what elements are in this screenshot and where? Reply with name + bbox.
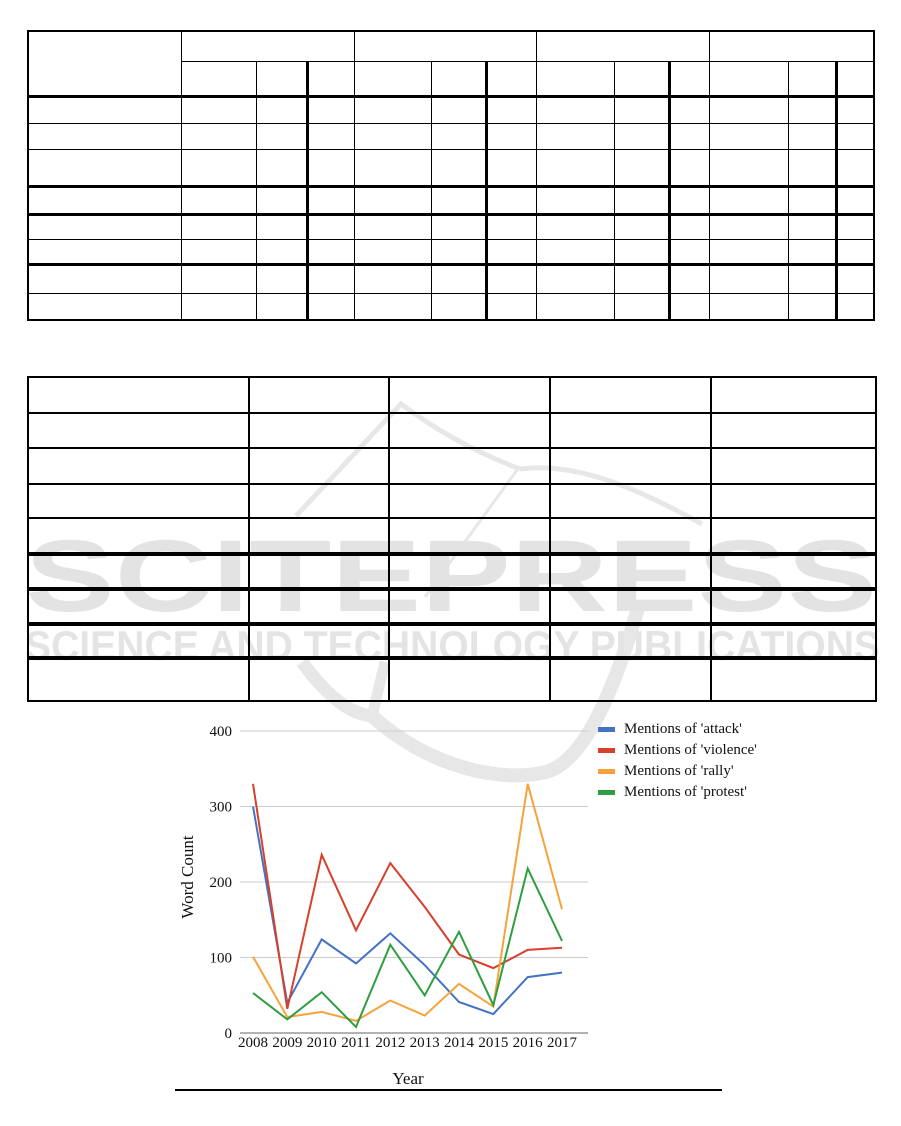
- table-cell: [181, 31, 354, 61]
- table-cell: [788, 123, 836, 149]
- legend-swatch-protest: [598, 790, 615, 795]
- table-cell: [836, 96, 874, 123]
- table-cell: [28, 186, 181, 214]
- table-cell: [256, 96, 307, 123]
- table-row: [28, 96, 874, 123]
- y-tick-label: 100: [209, 950, 232, 967]
- table-cell: [669, 149, 709, 186]
- table-cell: [431, 123, 486, 149]
- table-cell: [836, 214, 874, 239]
- table-cell: [307, 264, 354, 293]
- table-cell: [389, 377, 550, 413]
- table-cell: [28, 589, 249, 624]
- table-cell: [836, 61, 874, 96]
- table-cell: [249, 624, 389, 658]
- table-cell: [486, 96, 536, 123]
- table-cell: [354, 239, 431, 264]
- table-cell: [354, 149, 431, 186]
- table-cell: [836, 264, 874, 293]
- y-tick-label: 0: [224, 1026, 232, 1042]
- series-line-3: [253, 868, 562, 1027]
- table-cell: [256, 214, 307, 239]
- x-axis-title: Year: [392, 1069, 424, 1088]
- table-row: [28, 186, 874, 214]
- table-cell: [788, 239, 836, 264]
- table-row: [28, 624, 876, 658]
- table-cell: [536, 264, 614, 293]
- table-cell: [711, 377, 876, 413]
- table-cell: [28, 214, 181, 239]
- table-cell: [486, 214, 536, 239]
- table-cell: [669, 293, 709, 320]
- table-cell: [614, 61, 669, 96]
- table-cell: [307, 239, 354, 264]
- table-cell: [536, 96, 614, 123]
- table-cell: [307, 96, 354, 123]
- table-cell: [709, 214, 788, 239]
- table-cell: [486, 149, 536, 186]
- table-cell: [28, 554, 249, 589]
- table-cell: [181, 264, 256, 293]
- table-cell: [486, 61, 536, 96]
- table-cell: [28, 413, 249, 448]
- table-cell: [431, 96, 486, 123]
- y-tick-label: 300: [209, 799, 232, 816]
- x-tick-label: 2010: [306, 1035, 337, 1051]
- table-cell: [614, 293, 669, 320]
- table-cell: [711, 554, 876, 589]
- table-cell: [669, 123, 709, 149]
- x-tick-label: 2014: [443, 1035, 474, 1051]
- table-cell: [536, 239, 614, 264]
- table-cell: [389, 448, 550, 484]
- table-cell: [354, 186, 431, 214]
- table-cell: [28, 31, 181, 96]
- table-cell: [614, 149, 669, 186]
- table-cell: [389, 484, 550, 518]
- table-cell: [536, 31, 709, 61]
- table-cell: [28, 96, 181, 123]
- table-cell: [28, 448, 249, 484]
- table-cell: [249, 377, 389, 413]
- table-cell: [256, 61, 307, 96]
- table-cell: [614, 264, 669, 293]
- table-cell: [711, 518, 876, 554]
- table-cell: [709, 61, 788, 96]
- table-cell: [431, 214, 486, 239]
- table-cell: [389, 518, 550, 554]
- legend-item: [598, 761, 757, 782]
- legend-label: Mentions of 'attack': [624, 721, 742, 737]
- series-line-2: [253, 784, 562, 1021]
- table-cell: [307, 149, 354, 186]
- series-line-1: [253, 784, 562, 1009]
- table-cell: [709, 264, 788, 293]
- table-cell: [181, 186, 256, 214]
- y-tick-label: 400: [209, 724, 232, 740]
- table-cell: [788, 186, 836, 214]
- table-row: [28, 518, 876, 554]
- table-cell: [249, 554, 389, 589]
- table-cell: [354, 61, 431, 96]
- table-cell: [256, 293, 307, 320]
- x-tick-label: 2016: [512, 1035, 543, 1051]
- table-cell: [249, 589, 389, 624]
- table-cell: [256, 149, 307, 186]
- table-cell: [307, 293, 354, 320]
- table-row: [28, 377, 876, 413]
- table-cell: [389, 624, 550, 658]
- table-cell: [28, 518, 249, 554]
- table-row: [28, 149, 874, 186]
- table-cell: [431, 186, 486, 214]
- table-cell: [536, 214, 614, 239]
- table-cell: [431, 293, 486, 320]
- table-row: [28, 413, 876, 448]
- table-cell: [28, 149, 181, 186]
- table-cell: [550, 377, 711, 413]
- figure-separator-rule: [175, 1089, 722, 1091]
- x-tick-label: 2012: [375, 1035, 406, 1051]
- table-cell: [354, 214, 431, 239]
- table-cell: [669, 61, 709, 96]
- table-cell: [256, 264, 307, 293]
- table-cell: [486, 186, 536, 214]
- table-cell: [536, 123, 614, 149]
- table-cell: [28, 484, 249, 518]
- table-cell: [614, 186, 669, 214]
- table-cell: [389, 413, 550, 448]
- table-cell: [486, 293, 536, 320]
- table-cell: [709, 149, 788, 186]
- table-cell: [181, 149, 256, 186]
- table-cell: [307, 186, 354, 214]
- table-cell: [550, 589, 711, 624]
- x-tick-label: 2015: [478, 1035, 509, 1051]
- table-cell: [256, 186, 307, 214]
- legend-label: Mentions of 'violence': [624, 742, 757, 758]
- table-row: [28, 589, 876, 624]
- table-cell: [669, 186, 709, 214]
- table-cell: [550, 484, 711, 518]
- table-cell: [550, 413, 711, 448]
- results-table-grouped: [27, 30, 875, 321]
- table-cell: [788, 264, 836, 293]
- table-cell: [28, 377, 249, 413]
- table-cell: [181, 61, 256, 96]
- table-cell: [614, 96, 669, 123]
- table-cell: [249, 413, 389, 448]
- table-row: [28, 123, 874, 149]
- table-cell: [709, 186, 788, 214]
- table-cell: [431, 149, 486, 186]
- table-cell: [836, 293, 874, 320]
- table-cell: [389, 589, 550, 624]
- table-cell: [709, 239, 788, 264]
- table-cell: [249, 518, 389, 554]
- table-cell: [711, 413, 876, 448]
- table-row: [28, 214, 874, 239]
- table-cell: [28, 624, 249, 658]
- table-cell: [709, 31, 874, 61]
- table-cell: [836, 149, 874, 186]
- table-cell: [181, 123, 256, 149]
- table-cell: [709, 123, 788, 149]
- table-cell: [536, 61, 614, 96]
- table-cell: [354, 264, 431, 293]
- table-cell: [28, 264, 181, 293]
- legend-swatch-violence: [598, 748, 615, 753]
- table-cell: [431, 61, 486, 96]
- table-cell: [836, 186, 874, 214]
- table-cell: [669, 96, 709, 123]
- x-tick-label: 2017: [546, 1035, 577, 1051]
- watermark-subtitle-text: SCIENCE AND TECHNOLOGY PUBLICATIONS: [25, 622, 880, 669]
- table-cell: [431, 264, 486, 293]
- table-cell: [389, 554, 550, 589]
- table-cell: [614, 239, 669, 264]
- table-cell: [431, 239, 486, 264]
- table-cell: [788, 293, 836, 320]
- table-cell: [550, 448, 711, 484]
- table-cell: [181, 293, 256, 320]
- y-tick-label: 200: [209, 875, 232, 891]
- table-cell: [536, 186, 614, 214]
- table-row: [28, 293, 874, 320]
- table-cell: [354, 31, 536, 61]
- word-count-line-chart: [170, 695, 770, 1100]
- table-row: [28, 239, 874, 264]
- table-cell: [788, 61, 836, 96]
- legend-swatch-rally: [598, 769, 615, 774]
- table-cell: [256, 239, 307, 264]
- table-cell: [550, 554, 711, 589]
- table-cell: [669, 214, 709, 239]
- table-cell: [536, 293, 614, 320]
- table-cell: [709, 293, 788, 320]
- legend-swatch-attack: [598, 727, 615, 732]
- table-cell: [836, 239, 874, 264]
- table-cell: [536, 149, 614, 186]
- table-cell: [711, 484, 876, 518]
- table-cell: [28, 293, 181, 320]
- watermark-brand-text: SCITEPRESS: [25, 519, 877, 633]
- table-cell: [836, 123, 874, 149]
- legend-item: [598, 719, 757, 740]
- table-cell: [181, 96, 256, 123]
- table-row: [28, 448, 876, 484]
- table-row: [28, 554, 876, 589]
- table-row: [28, 264, 874, 293]
- table-cell: [28, 239, 181, 264]
- table-cell: [614, 214, 669, 239]
- table-cell: [788, 96, 836, 123]
- table-cell: [711, 448, 876, 484]
- table-cell: [669, 264, 709, 293]
- x-tick-label: 2008: [238, 1035, 268, 1051]
- table-cell: [307, 123, 354, 149]
- chart-legend: [598, 719, 757, 803]
- table-cell: [614, 123, 669, 149]
- table-cell: [486, 239, 536, 264]
- table-cell: [550, 624, 711, 658]
- table-cell: [354, 96, 431, 123]
- table-cell: [550, 518, 711, 554]
- table-cell: [788, 214, 836, 239]
- table-cell: [249, 484, 389, 518]
- table-cell: [181, 239, 256, 264]
- table-cell: [28, 123, 181, 149]
- x-tick-label: 2011: [341, 1035, 371, 1051]
- table-cell: [486, 123, 536, 149]
- table-cell: [788, 149, 836, 186]
- table-cell: [709, 96, 788, 123]
- legend-item: [598, 782, 757, 803]
- table-cell: [354, 293, 431, 320]
- table-cell: [249, 448, 389, 484]
- table-cell: [307, 214, 354, 239]
- table-cell: [486, 264, 536, 293]
- x-tick-label: 2009: [272, 1035, 303, 1051]
- table-cell: [669, 239, 709, 264]
- y-axis-title: Word Count: [178, 835, 197, 919]
- table-cell: [711, 624, 876, 658]
- results-table-five-column: [27, 376, 877, 702]
- table-cell: [181, 214, 256, 239]
- legend-label: Mentions of 'rally': [624, 763, 734, 779]
- table-cell: [711, 589, 876, 624]
- table-cell: [307, 61, 354, 96]
- series-line-0: [253, 807, 562, 1015]
- legend-label: Mentions of 'protest': [624, 784, 747, 800]
- table-cell: [354, 123, 431, 149]
- legend-item: [598, 740, 757, 761]
- table-cell: [256, 123, 307, 149]
- x-tick-label: 2013: [409, 1035, 440, 1051]
- table-row: [28, 484, 876, 518]
